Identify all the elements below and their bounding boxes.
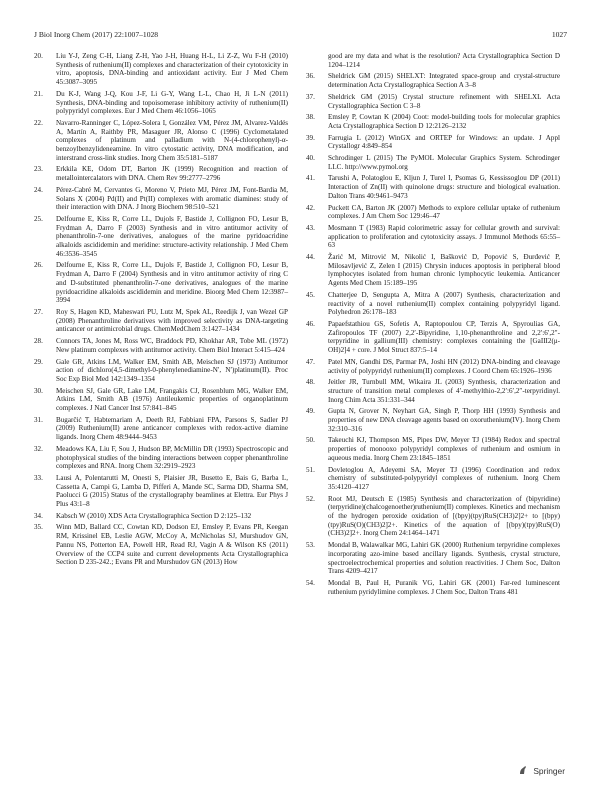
reference-number: 25.	[34, 214, 43, 223]
reference-item	[306, 204, 560, 221]
reference-item	[34, 358, 288, 384]
reference-text: Patel MN, Gandhi DS, Parmar PA, Joshi HN (2012) DNA-binding and cleavage activity of polypyridyl ruthenium(II) complexes. J Coord Chem 65:1926–1936	[328, 357, 560, 375]
springer-horse-icon	[517, 764, 529, 778]
reference-text: Chatterjee D, Sengupta A, Mitra A (2007) Synthesis, characterization and reactivity of a novel ruthenium(II) complex containing polypyridyl ligand. Polyhedron 26:178–183	[328, 290, 560, 317]
reference-number: 42.	[306, 203, 315, 212]
reference-item	[306, 113, 560, 130]
reference-text: good are my data and what is the resolution? Acta Crystallographica Section D 1204–1214	[328, 52, 560, 69]
reference-text: Žarić M, Mitrović M, Nikolić I, Bašković D, Popović S, Đurđević P, Milosavljević Z, Zelen I (2015) Chrysin induces apoptosis in peripheral blood lymphocytes isolated from human chronic lymphocytic leukemia. Anticancer Agents Med Chem 15:189–195	[328, 253, 560, 288]
reference-number: 40.	[306, 154, 315, 163]
reference-item	[306, 72, 560, 89]
reference-number: 23.	[34, 165, 43, 174]
reference-text: Erkkila KE, Odom DT, Barton JK (1999) Recognition and reaction of metallointercalators with DNA. Chem Rev 99:2777–2796	[56, 165, 288, 183]
reference-number: 32.	[34, 444, 43, 453]
reference-number: 50.	[306, 436, 315, 445]
reference-item	[306, 466, 560, 492]
reference-text: Bugarčić T, Habtemariam A, Deeth RJ, Fabbiani FPA, Parsons S, Sadler PJ (2009) Ruthenium(II) arene anticancer complexes with redox-active diamine ligands. Inorg Chem 48:9444–9453	[56, 415, 288, 442]
reference-item	[306, 378, 560, 404]
reference-text: Emsley P, Cowtan K (2004) Coot: model-building tools for molecular graphics Acta Crystallographica Section D 12:2126–2132	[328, 113, 560, 130]
reference-text: Du K-J, Wang J-Q, Kou J-F, Li G-Y, Wang L-L, Chao H, Ji L-N (2011) Synthesis, DNA-binding and topoisomerase inhibitory activity of ruthenium(II) polypyridyl complexes. Eur J Med Chem 46:1056–1065	[56, 89, 288, 116]
reference-number: 24.	[34, 185, 43, 194]
reference-item	[306, 495, 560, 539]
references-right-column	[306, 52, 560, 599]
reference-number: 30.	[34, 386, 43, 395]
reference-item	[34, 445, 288, 471]
reference-text: Papaefstathiou GS, Sofetis A, Raptopoulou CP, Terzis A, Spyroulias GA, Zafiropoulos TF (2007) 2,2′-Bipyridine, 1,10-phenanthroline and 2,2′:6′,2″-terpyridine in gallium(III) chemistry: complexes containing the [GaIII2(μ-OH)2]4 + core. J Mol Struct 837:5–14	[328, 319, 560, 355]
reference-text: Pérez-Cabré M, Cervantes G, Moreno V, Prieto MJ, Pérez JM, Font-Bardia M, Solans X (2004) Pd(II) and Pt(II) complexes with aromatic diamines: study of their interaction with DNA. J Inorg Biochem 98:510–521	[56, 185, 288, 212]
reference-number: 51.	[306, 465, 315, 474]
reference-number: 47.	[306, 357, 315, 366]
references-left-column	[34, 52, 288, 570]
reference-number: 29.	[34, 357, 43, 366]
reference-item	[306, 358, 560, 375]
reference-item	[34, 308, 288, 334]
reference-text: Gupta N, Grover N, Neyhart GA, Singh P, Thorp HH (1993) Synthesis and properties of new DNA cleavage agents based on oxoruthenium(IV). Inorg Chem 32:310–316	[328, 407, 560, 433]
reference-text: Farrugia L (2012) WinGX and ORTEP for Windows: an update. J Appl Crystallogr 4:849–854	[328, 133, 560, 151]
reference-number: 26.	[34, 261, 43, 270]
reference-text: Kabsch W (2010) XDS Acta Crystallographica Section D 2:125–132	[56, 511, 252, 520]
reference-number: 53.	[306, 541, 315, 550]
reference-number: 45.	[306, 290, 315, 299]
reference-item	[34, 186, 288, 212]
reference-text: Sheldrick GM (2015) Crystal structure refinement with SHELXL Acta Crystallographica Section C 3–8	[328, 92, 560, 110]
reference-number: 22.	[34, 118, 43, 127]
reference-item	[34, 52, 288, 87]
reference-number: 46.	[306, 319, 315, 328]
reference-item	[34, 416, 288, 442]
reference-number: 31.	[34, 415, 43, 424]
reference-text: Meadows KA, Liu F, Sou J, Hudson BP, McMillin DR (1993) Spectroscopic and photophysical studies of the binding interactions between copper phenanthroline complexes and RNA. Inorg Chem 32:2919–2923	[56, 444, 288, 471]
reference-number: 41.	[306, 174, 315, 183]
reference-item	[34, 261, 288, 305]
reference-item	[34, 119, 288, 163]
reference-text: Jeitler JR, Turnbull MM, Wikaira JL (2003) Synthesis, characterization and structure of transition metal complexes of 4′-methylthio-2,2′:6′,2″-terpyridinyl. Inorg Chim Acta 351:331–344	[328, 378, 560, 404]
reference-number: 20.	[34, 52, 43, 60]
reference-item	[306, 320, 560, 355]
reference-text: Mosmann T (1983) Rapid colorimetric assay for cellular growth and survival: application to proliferation and cytotoxicity assays. J Immunol Methods 65:55–63	[328, 223, 560, 250]
reference-number: 37.	[306, 92, 315, 101]
reference-text: Mondal B, Paul H, Puranik VG, Lahiri GK (2001) Far-red luminescent ruthenium pyridylimine complexes. J Chem Soc, Dalton Trans 481	[328, 578, 560, 596]
reference-text: Tarushi A, Polatoglou E, Kljun J, Turel I, Psomas G, Kessissoglou DP (2011) Interaction of Zn(II) with quinolone drugs: structure and biological evaluation. Dalton Trans 40:9461–9473	[328, 174, 560, 200]
reference-item	[306, 154, 560, 171]
running-header: J Biol Inorg Chem (2017) 22:1007–1028	[34, 30, 159, 39]
reference-text: Mondal B, Walawalkar MG, Lahiri GK (2000) Ruthenium terpyridine complexes incorporating azo-imine based ancillary ligands. Synthesis, crystal structure, spectroelectrochemical properties and solution reactivities. J Chem Soc, Dalton Trans 4209–4217	[328, 541, 560, 576]
reference-item	[306, 134, 560, 151]
footer	[517, 764, 565, 778]
reference-text: Gale GR, Atkins LM, Walker EM, Smith AB, Meischen SJ (1973) Antitumor action of dichloro(4,5-dimethyl-0-phenylenediamine-N′, N′)platinum(II). Proc Soc Exp Biol Med 142:1349–1354	[56, 357, 288, 383]
reference-item	[34, 523, 288, 567]
reference-number: 49.	[306, 407, 315, 416]
reference-text: Liu Y-J, Zeng C-H, Liang Z-H, Yao J-H, Huang H-L, Li Z-Z, Wu F-H (2010) Synthesis of ruthenium(II) complexes and characterization of their cytotoxicity in vitro, apoptosis, DNA-binding and antioxidant activity. Eur J Med Chem 45:3087–3095	[56, 52, 288, 87]
reference-number: 54.	[306, 578, 315, 587]
reference-number: 39.	[306, 133, 315, 142]
reference-number: 28.	[34, 337, 43, 346]
reference-text: Dovletoglou A, Adeyemi SA, Meyer TJ (1996) Coordination and redox chemistry of substituted-polypyridyl complexes of ruthenium. Inorg Chem 35:4120–4127	[328, 465, 560, 491]
reference-text: Delfourne E, Kiss R, Corre LL, Dujols F, Bastide J, Collignon FO, Lesur B, Frydman A, Darro F (2004) Synthesis and in vitro antitumor activity of ring C and D-substituted phenanthrolin-7-one derivatives, analogues of the marine pyridoacridine alkaloids ascididemin and meridine. Bioorg Med Chem 12:3987–3994	[56, 261, 288, 305]
reference-text: Sheldrick GM (2015) SHELXT: Integrated space-group and crystal-structure determination Acta Crystallographica Section A 3–8	[328, 72, 560, 90]
reference-text: Root MJ, Deutsch E (1985) Synthesis and characterization of (bipyridine)(terpyridine)(chalcogenoether)ruthenium(II) complexes. Kinetics and mechanism of the hydrogen peroxide oxidation of [(bpy)(tpy)RuS(CH3)2]2+ to [(bpy)(tpy)RuS(O)(CH3)2]2+. Kinetics of the aquation of [(bpy)(tpy)RuS(O)(CH3)2]2+. Inorg Chem 24:1464–1471	[328, 494, 560, 538]
reference-item	[34, 387, 288, 413]
reference-text: Roy S, Hagen KD, Maheswari PU, Lutz M, Spek AL, Reedijk J, van Wezel GP (2008) Phenanthroline derivatives with improved selectivity as DNA-targeting anticancer or antimicrobial drugs. ChemMedChem 3:1427–1434	[56, 307, 288, 334]
reference-item	[306, 579, 560, 596]
reference-text: Puckett CA, Barton JK (2007) Methods to explore cellular uptake of ruthenium complexes. J Am Chem Soc 129:46–47	[328, 203, 560, 221]
reference-item	[306, 541, 560, 576]
reference-number: 27.	[34, 307, 43, 316]
reference-text: Lausi A, Polentarutti M, Onesti S, Plaisier JR, Busetto E, Bais G, Barba L, Cassetta A, Campi G, Lamba D, Pifferi A, Mande SC, Sarma DD, Sharma SM, Paolucci G (2015) Status of the crystallography beamlines at Elettra. Eur Phys J Plus 43:1–8	[56, 473, 288, 509]
reference-item	[34, 90, 288, 116]
reference-text: Connors TA, Jones M, Ross WC, Braddock PD, Khokhar AR, Tobe ML (1972) New platinum complexes with antitumor activity. Chem Biol Interact 5:415–424	[56, 337, 288, 354]
reference-number: 44.	[306, 253, 315, 262]
reference-item	[34, 215, 288, 259]
reference-number: 43.	[306, 223, 315, 232]
reference-number: 35.	[34, 523, 43, 532]
reference-number: 38.	[306, 113, 315, 122]
reference-number: 52.	[306, 494, 315, 503]
reference-item	[306, 93, 560, 110]
reference-number: 33.	[34, 473, 43, 482]
reference-item	[34, 474, 288, 509]
reference-item	[306, 52, 560, 69]
reference-item	[306, 407, 560, 433]
reference-item	[34, 512, 288, 521]
reference-text: Schrodinger L (2015) The PyMOL Molecular Graphics System. Schrodinger LLC. http://www.pymol.org	[328, 154, 560, 171]
page-number: 1027	[551, 30, 567, 39]
reference-item	[306, 436, 560, 462]
reference-number: 36.	[306, 72, 315, 81]
reference-item	[34, 165, 288, 182]
reference-text: Takeuchi KJ, Thompson MS, Pipes DW, Meyer TJ (1984) Redox and spectral properties of monooxo polypyridyl complexes of ruthenium and osmium in aqueous media. Inorg Chem 23:1845–1851	[328, 436, 560, 462]
reference-text: Navarro-Ranninger C, López-Solera I, González VM, Pérez JM, Alvarez-Valdés A, Martín A, Raithby PR, Masaguer JR, Alonso C (1996) Cyclometalated complexes of platinum and palladium with N-(4-chlorophenyl)-α-benzoylbenzylideneamine. In vitro cytostatic activity, DNA modification, and interstrand cross-link studies. Inorg Chem 35:5181–5187	[56, 118, 288, 162]
reference-item	[306, 174, 560, 200]
reference-item	[34, 337, 288, 354]
reference-text: Delfourne E, Kiss R, Corre LL, Dujols F, Bastide J, Collignon FO, Lesur B, Frydman A, Darro F (2003) Synthesis and in vitro antitumor activity of phenanthrolin-7-one derivatives, analogues of the marine pyridoacridine alkaloids ascididemin and meridine: structure-activity relationship. J Med Chem 46:3536–3545	[56, 214, 288, 258]
reference-number: 34.	[34, 511, 43, 520]
reference-item	[306, 224, 560, 250]
reference-number: 21.	[34, 89, 43, 98]
reference-number: 48.	[306, 378, 315, 387]
reference-text: Meischen SJ, Gale GR, Lake LM, Frangakis CJ, Rosenblum MG, Walker EM, Atkins LM, Smith AB (1976) Antileukemic properties of organoplatinum complexes. J Natl Cancer Inst 57:841–845	[56, 386, 288, 413]
reference-item	[306, 253, 560, 288]
publisher-name: Springer	[533, 766, 565, 776]
reference-text: Winn MD, Ballard CC, Cowtan KD, Dodson EJ, Emsley P, Evans PR, Keegan RM, Krissinel EB, Leslie AGW, McCoy A, McNicholas SJ, Murshudov GN, Pannu NS, Potterton EA, Powell HR, Read RJ, Vagin A & Wilson KS (2011) Overview of the CCP4 suite and current developments Acta Crystallographica Section D 235-242.; Evans PR and Murshudov GN (2013) How	[56, 523, 288, 567]
reference-item	[306, 291, 560, 317]
